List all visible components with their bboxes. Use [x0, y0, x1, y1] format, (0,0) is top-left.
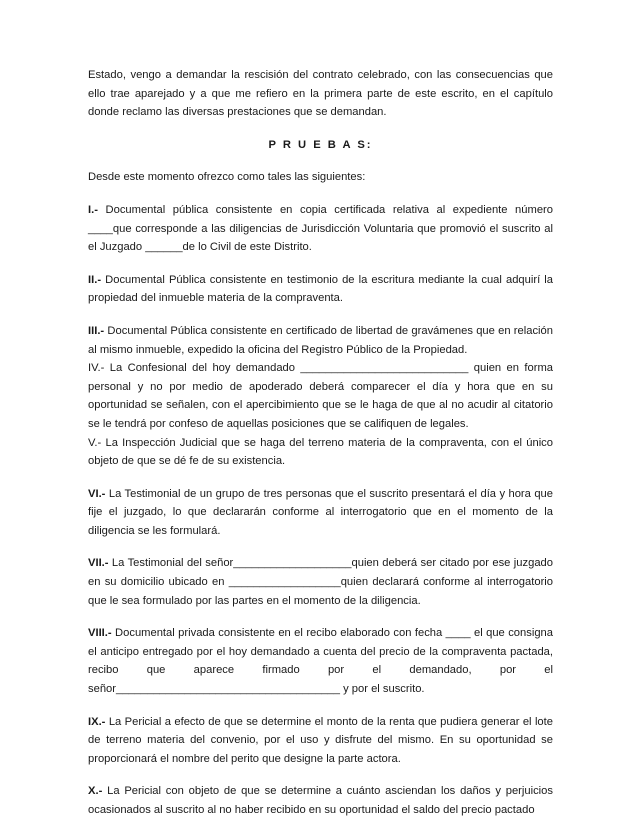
item-text: La Testimonial del señor___________________quien deberá ser citado por ese juzgado en su domicilio ubicado en __________________quien declarará conforme al interrogatorio que le sea formulado por las partes en el momento de la diligencia. [88, 557, 553, 607]
item-text: Documental Pública consistente en testimonio de la escritura mediante la cual adquirí la propiedad del inmueble materia de la compraventa. [88, 273, 553, 305]
item-number: III.- [88, 324, 105, 337]
evidence-item-4 [88, 359, 553, 433]
intro-paragraph: Estado, vengo a demandar la rescisión del contrato celebrado, con las consecuencias que ello trae aparejado y a que me refiero en la primera parte de este escrito, en el capítulo donde reclamo las diversas prestaciones que se demandan. [88, 69, 553, 119]
evidence-item-10 [88, 782, 553, 819]
item-number: IV.- [88, 362, 105, 375]
item-number: VI.- [88, 487, 106, 500]
evidence-item-3 [88, 322, 553, 359]
evidence-item-2 [88, 271, 553, 308]
item-text: Documental privada consistente en el recibo elaborado con fecha ____ el que consigna el anticipo entregado por el hoy demandado a cuenta del precio de la compraventa pactada, recibo que aparece firmado por el demandado, por el señor____________________________________ y por el suscrito. [88, 627, 553, 696]
item-text: La Pericial a efecto de que se determine el monto de la renta que pudiera generar el lote de terreno materia del convenio, por el uso y disfrute del mismo. En su oportunidad se proporcionará el nombre del perito que designe la parte actora. [88, 715, 553, 765]
item-text: La Testimonial de un grupo de tres personas que el suscrito presentará el día y hora que fije el juzgado, lo que declararán conforme al interrogatorio que en el momento de la diligencia se les formulará. [88, 487, 553, 537]
item-number: II.- [88, 273, 102, 286]
evidence-item-6 [88, 485, 553, 541]
offer-paragraph: Desde este momento ofrezco como tales las siguientes: [88, 171, 366, 184]
item-text: Documental pública consistente en copia certificada relativa al expediente número ____que corresponde a las diligencias de Jurisdicción Voluntaria que promovió el suscrito al el Juzgado ______de lo Civil de este Distrito. [88, 203, 553, 254]
item-text: La Pericial con objeto de que se determine a cuánto asciendan los daños y perjuicios ocasionados al suscrito al no haber recibido en su oportunidad el saldo del precio pactado [88, 785, 553, 816]
document-page [88, 66, 553, 834]
item-text: Documental Pública consistente en certificado de libertad de gravámenes que en relación al mismo inmueble, expedido la oficina del Registro Público de la Propiedad. [88, 324, 553, 356]
item-number: V.- [88, 436, 102, 449]
item-number: VII.- [88, 557, 109, 570]
evidence-item-5 [88, 434, 553, 471]
evidence-item-7 [88, 554, 553, 610]
item-text: La Inspección Judicial que se haga del terreno materia de la compraventa, con el único objeto de que se dé fe de su existencia. [88, 436, 553, 468]
item-number: I.- [88, 203, 98, 216]
evidence-item-8 [88, 624, 553, 698]
item-number: IX.- [88, 715, 106, 728]
evidence-item-1 [88, 201, 553, 257]
item-text: La Confesional del hoy demandado ___________________________ quien en forma personal y no por medio de apoderado deberá comparecer el día y hora que en su oportunidad se señalen, con el apercibimiento que se le haga de que al no acudir al citatorio se le tendrá por confeso de aquellas posiciones que se califiquen de legales. [88, 362, 553, 430]
item-number: VIII.- [88, 627, 112, 640]
evidence-item-9 [88, 713, 553, 769]
section-heading: P R U E B A S: [268, 138, 373, 151]
item-number: X.- [88, 785, 103, 798]
